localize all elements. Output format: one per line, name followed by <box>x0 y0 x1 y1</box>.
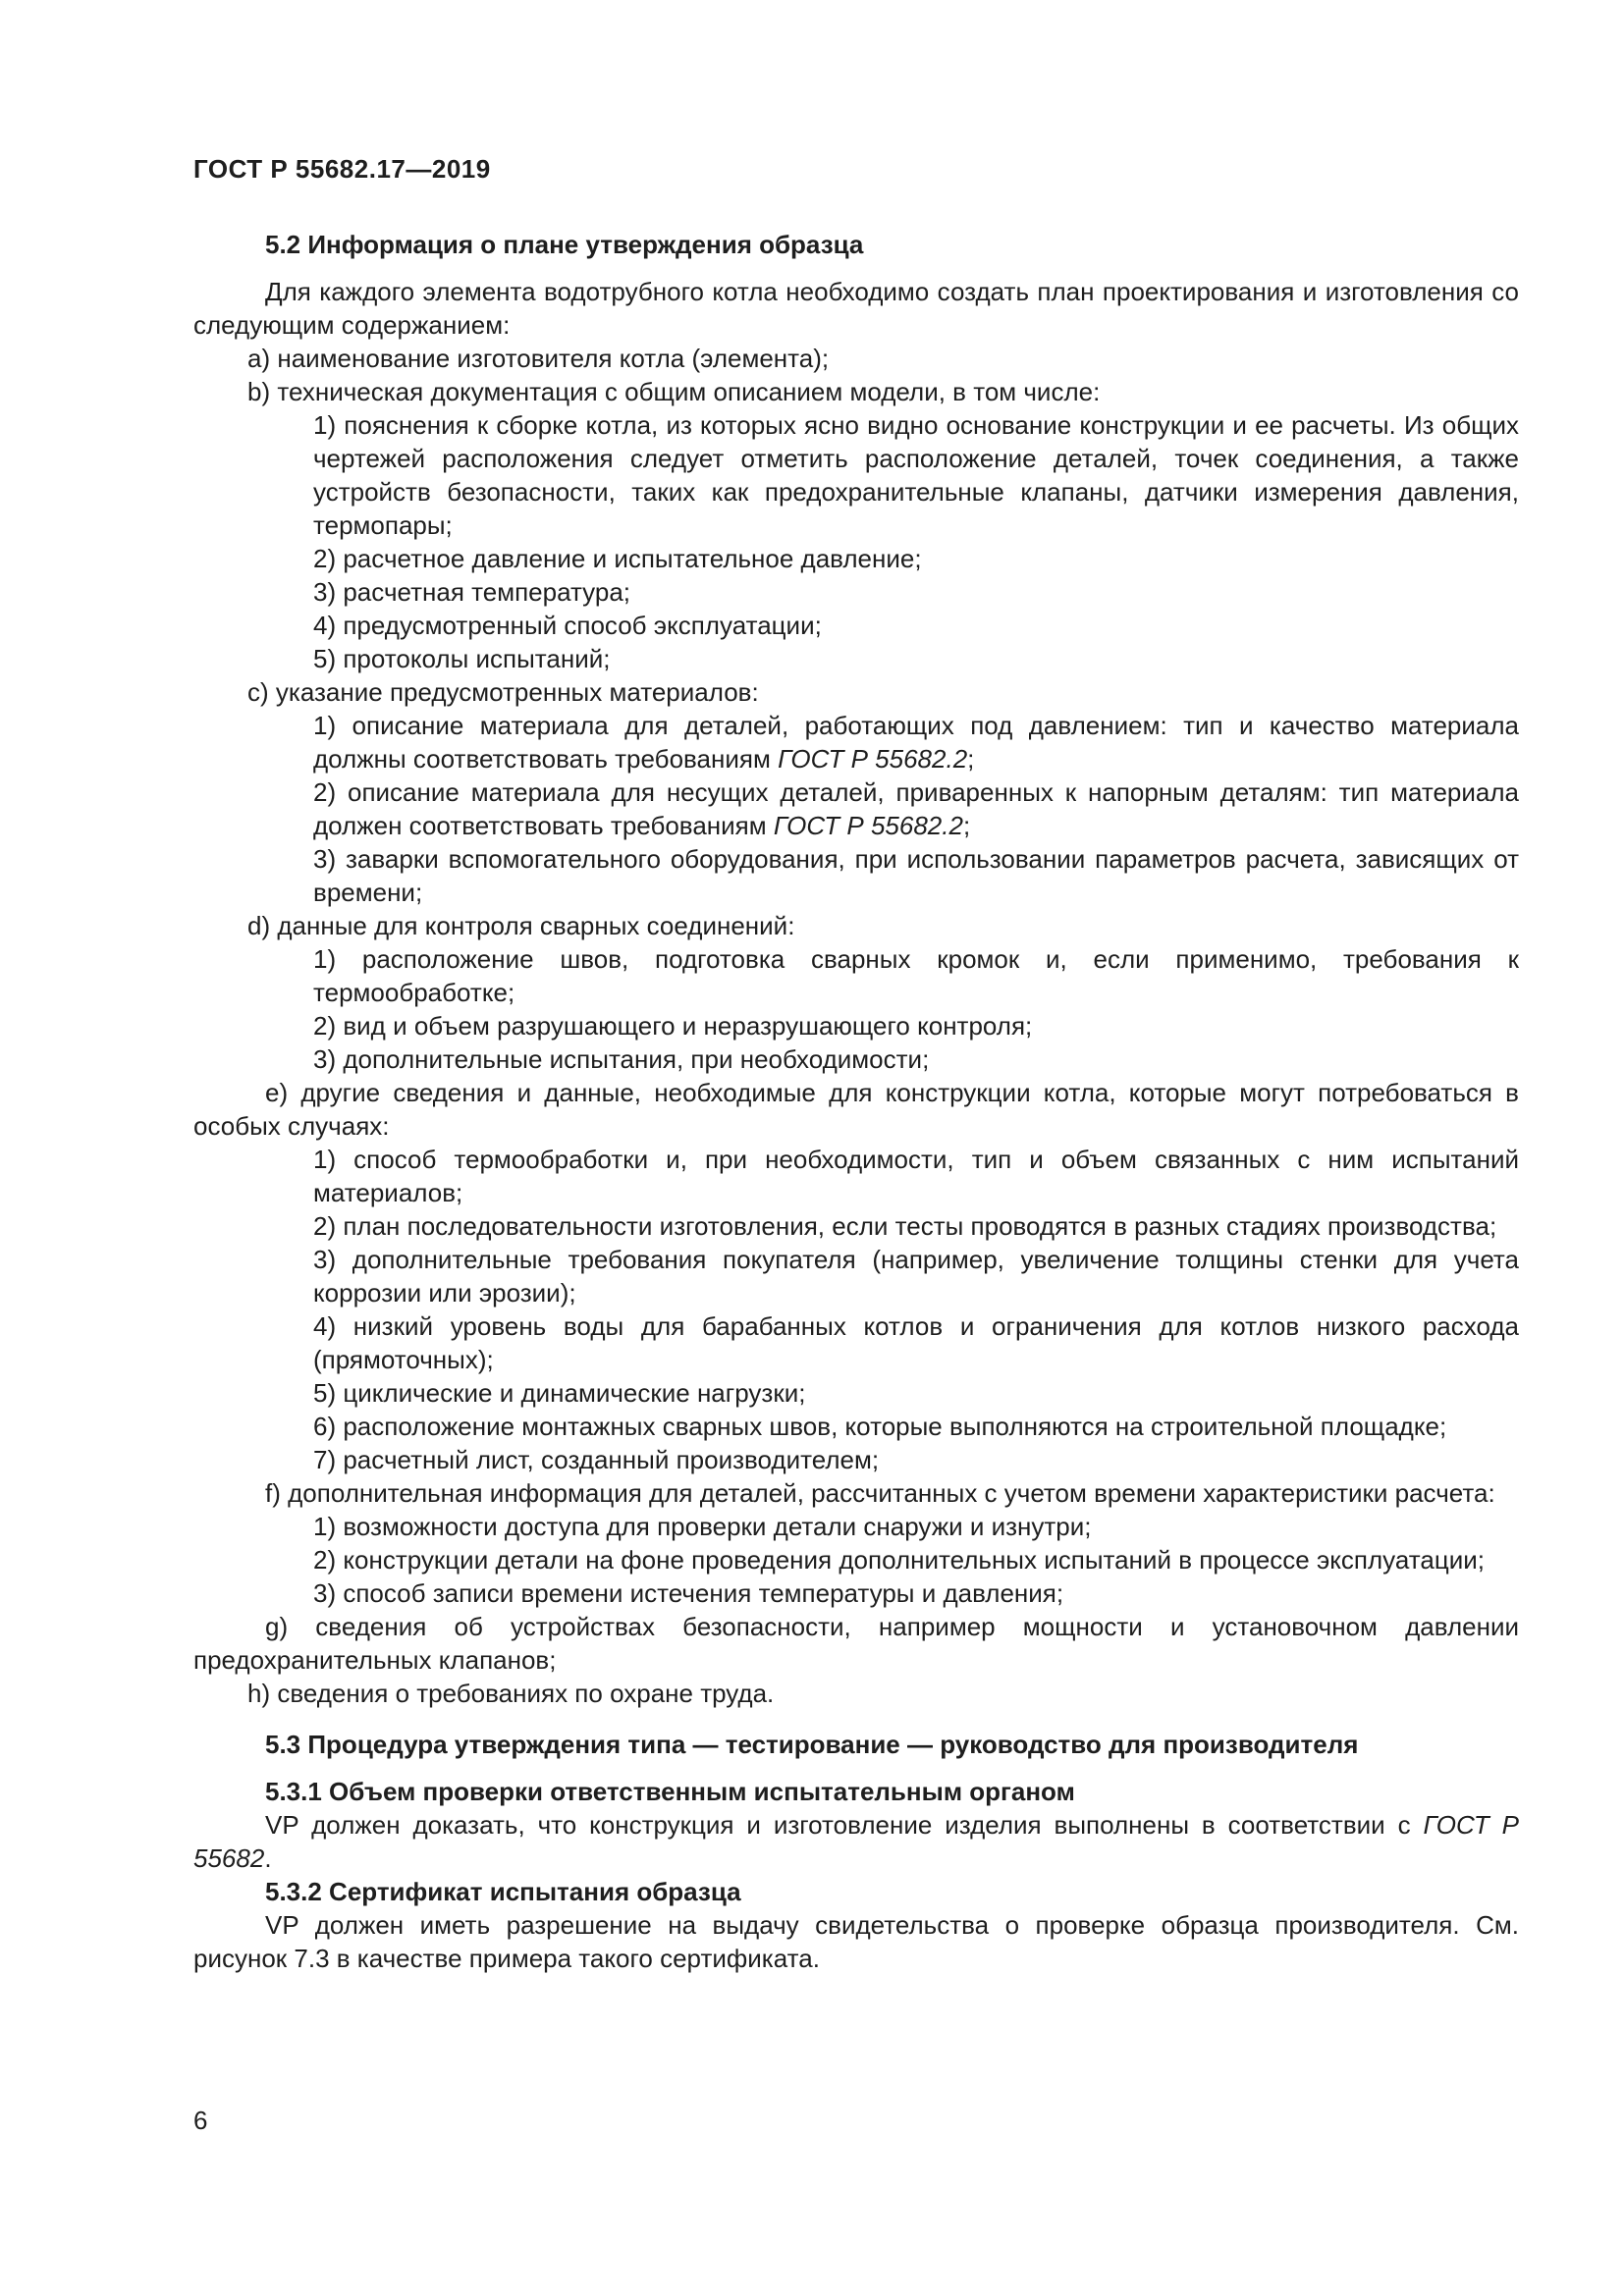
list-item-f-3: 3) способ записи времени истечения температуры и давления; <box>313 1578 1064 1608</box>
list-item-f-1: 1) возможности доступа для проверки детали снаружи и изнутри; <box>313 1512 1092 1541</box>
gost-reference: ГОСТ Р 55682 <box>193 1810 1520 1873</box>
document-body <box>193 228 1519 1975</box>
list-item-d-1: 1) расположение швов, подготовка сварных кромок и, если применимо, требования к термообработке; <box>313 944 1519 1007</box>
list-item-b-5: 5) протоколы испытаний; <box>313 644 611 673</box>
section-5-2-intro: Для каждого элемента водотрубного котла необходимо создать план проектирования и изготовления со следующим содержанием: <box>193 277 1519 340</box>
list-item-f: f) дополнительная информация для деталей, рассчитанных с учетом времени характеристики расчета: <box>265 1478 1495 1508</box>
section-5-2-title: 5.2 Информация о плане утверждения образца <box>265 230 864 259</box>
document-header: ГОСТ Р 55682.17—2019 <box>193 154 491 184</box>
list-item-e-3: 3) дополнительные требования покупателя (например, увеличение толщины стенки для учета коррозии или эрозии); <box>313 1245 1519 1308</box>
list-item-a: а) наименование изготовителя котла (элемента); <box>247 344 830 373</box>
list-item-b-4: 4) предусмотренный способ эксплуатации; <box>313 611 822 640</box>
list-item-c-3: 3) заварки вспомогательного оборудования, при использовании параметров расчета, зависящих от времени; <box>313 844 1519 907</box>
list-item-e-7: 7) расчетный лист, созданный производителем; <box>313 1445 880 1474</box>
list-item-f-2: 2) конструкции детали на фоне проведения дополнительных испытаний в процессе эксплуатации; <box>313 1545 1486 1575</box>
list-item-e-1: 1) способ термообработки и, при необходимости, тип и объем связанных с ним испытаний материалов; <box>313 1145 1519 1207</box>
section-5-3-2-text: VP должен иметь разрешение на выдачу свидетельства о проверке образца производителя. См. рисунок 7.3 в качестве примера такого сертификата. <box>193 1910 1519 1973</box>
section-5-3-1-text: VP должен доказать, что конструкция и изготовление изделия выполнены в соответствии с ГОСТ Р 55682. <box>193 1810 1520 1873</box>
list-item-e-4: 4) низкий уровень воды для барабанных котлов и ограничения для котлов низкого расхода (прямоточных); <box>313 1311 1519 1374</box>
list-item-e-5: 5) циклические и динамические нагрузки; <box>313 1378 806 1408</box>
list-item-e-2: 2) план последовательности изготовления, если тесты проводятся в разных стадиях производства; <box>313 1211 1497 1241</box>
page-number: 6 <box>193 2106 208 2135</box>
list-item-b-3: 3) расчетная температура; <box>313 577 631 607</box>
list-item-c-2: 2) описание материала для несущих деталей, приваренных к напорным деталям: тип материала должен соответствовать требованиям ГОСТ Р 55682.2; <box>313 777 1519 840</box>
list-item-e: е) другие сведения и данные, необходимые для конструкции котла, которые могут потребоваться в особых случаях: <box>193 1078 1519 1141</box>
list-item-d: d) данные для контроля сварных соединений: <box>247 911 795 940</box>
gost-reference: ГОСТ Р 55682.2 <box>778 744 968 774</box>
list-item-c: с) указание предусмотренных материалов: <box>247 677 759 707</box>
list-item-h: h) сведения о требованиях по охране труда. <box>247 1679 775 1708</box>
list-item-c-1: 1) описание материала для деталей, работающих под давлением: тип и качество материала должны соответствовать требованиям ГОСТ Р 55682.2; <box>313 711 1519 774</box>
list-item-d-3: 3) дополнительные испытания, при необходимости; <box>313 1044 930 1074</box>
list-item-b-1: 1) пояснения к сборке котла, из которых ясно видно основание конструкции и ее расчеты. Из общих чертежей расположения следует отметить расположение деталей, точек соединения, а также устройств безопасности, таких как предохранительные клапаны, датчики измерения давления, термопары; <box>313 410 1519 540</box>
list-item-g: g) сведения об устройствах безопасности, например мощности и установочном давлении предохранительных клапанов; <box>193 1612 1519 1675</box>
section-5-3-title: 5.3 Процедура утверждения типа — тестирование — руководство для производителя <box>265 1730 1359 1759</box>
section-5-3-2-title: 5.3.2 Сертификат испытания образца <box>265 1877 741 1906</box>
gost-reference: ГОСТ Р 55682.2 <box>773 811 963 840</box>
list-item-d-2: 2) вид и объем разрушающего и неразрушающего контроля; <box>313 1011 1033 1041</box>
list-item-e-6: 6) расположение монтажных сварных швов, которые выполняются на строительной площадке; <box>313 1412 1447 1441</box>
list-item-b: b) техническая документация с общим описанием модели, в том числе: <box>247 377 1101 406</box>
list-item-b-2: 2) расчетное давление и испытательное давление; <box>313 544 922 573</box>
section-5-3-1-title: 5.3.1 Объем проверки ответственным испытательным органом <box>265 1777 1075 1806</box>
